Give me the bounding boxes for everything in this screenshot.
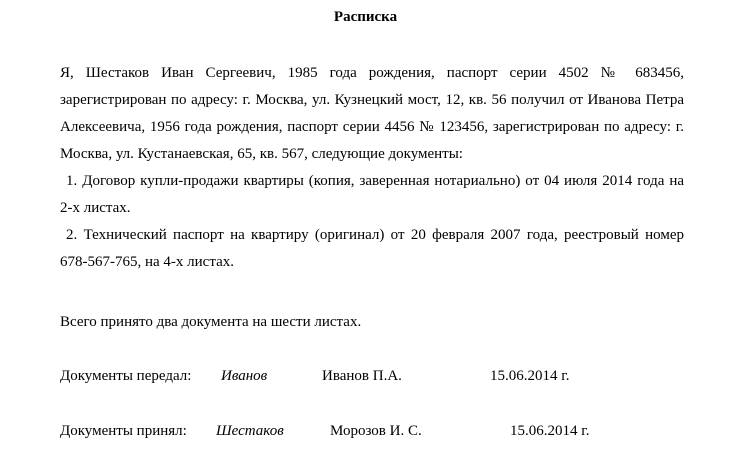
signature-date: 15.06.2014 г. — [510, 423, 590, 439]
signature-row-transferred — [0, 363, 731, 390]
handwritten-signature: Иванов — [221, 368, 268, 384]
signature-row-received — [0, 418, 731, 445]
summary-line: Всего принято два документа на шести листах. — [60, 314, 362, 330]
list-item — [60, 222, 684, 276]
list-item-text: Технический паспорт на квартиру (оригинал) от 20 февраля 2007 года, реестровый номер 678-567-765, на 4-х листах. — [60, 227, 685, 270]
list-item — [60, 168, 684, 222]
signer-name: Морозов И. С. — [330, 423, 422, 439]
list-item-number: 2. — [66, 227, 78, 243]
list-item-number: 1. — [66, 173, 78, 189]
signature-label: Документы принял: — [60, 423, 187, 439]
list-item-text: Договор купли-продажи квартиры (копия, заверенная нотариально) от 04 июля 2014 года на 2-х листах. — [60, 173, 685, 216]
signature-label: Документы передал: — [60, 368, 192, 384]
main-paragraph: Я, Шестаков Иван Сергеевич, 1985 года рождения, паспорт серии 4502 № 683456, зарегистрирован по адресу: г. Москва, ул. Кузнецкий мост, 12, кв. 56 получил от Иванова Петра Алексеевича, 1956 года рождения, паспорт серии 4456 № 123456, зарегистрирован по адресу: г. Москва, ул. Кустанаевская, 65, кв. 567, следующие документы: — [60, 65, 684, 162]
document-title: Расписка — [333, 9, 398, 25]
signature-date: 15.06.2014 г. — [490, 368, 570, 384]
handwritten-signature: Шестаков — [216, 423, 284, 439]
signer-name: Иванов П.А. — [322, 368, 402, 384]
